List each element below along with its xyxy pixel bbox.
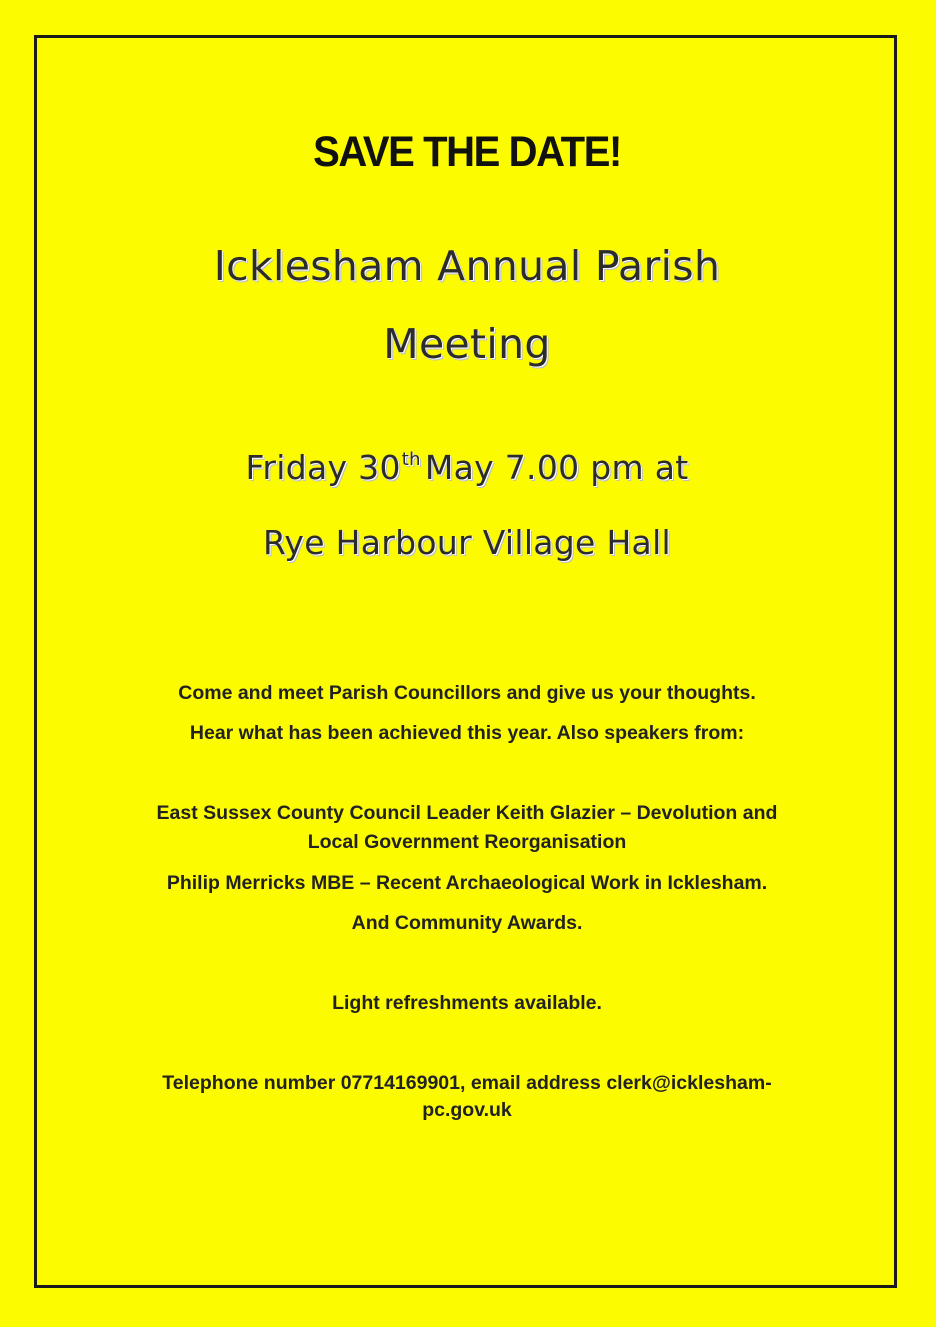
- community-awards: And Community Awards.: [351, 912, 583, 934]
- speaker-2: Philip Merricks MBE – Recent Archaeological Work in Icklesham.: [166, 872, 768, 894]
- intro-line-2: Hear what has been achieved this year. Also speakers from:: [189, 722, 745, 744]
- date-day: Friday 30: [245, 448, 401, 487]
- speaker-1-line-2: Local Government Reorganisation: [307, 831, 627, 853]
- date-ordinal-suffix: th: [401, 449, 421, 470]
- intro-line-1: Come and meet Parish Councillors and give us your thoughts.: [178, 682, 756, 704]
- meeting-title-line-1: Icklesham Annual Parish: [213, 242, 721, 290]
- meeting-venue: Rye Harbour Village Hall: [262, 523, 672, 562]
- refreshments-note: Light refreshments available.: [332, 992, 602, 1014]
- contact-line-2: pc.gov.uk: [422, 1099, 512, 1121]
- save-the-date-headline: SAVE THE DATE!: [313, 128, 621, 176]
- speaker-1-line-1: East Sussex County Council Leader Keith Glazier – Devolution and: [156, 802, 778, 824]
- meeting-title-line-2: Meeting: [383, 320, 551, 368]
- date-time: May 7.00 pm at: [424, 448, 689, 487]
- contact-line-1: Telephone number 07714169901, email address clerk@icklesham-: [162, 1072, 772, 1094]
- meeting-date: [34, 448, 900, 487]
